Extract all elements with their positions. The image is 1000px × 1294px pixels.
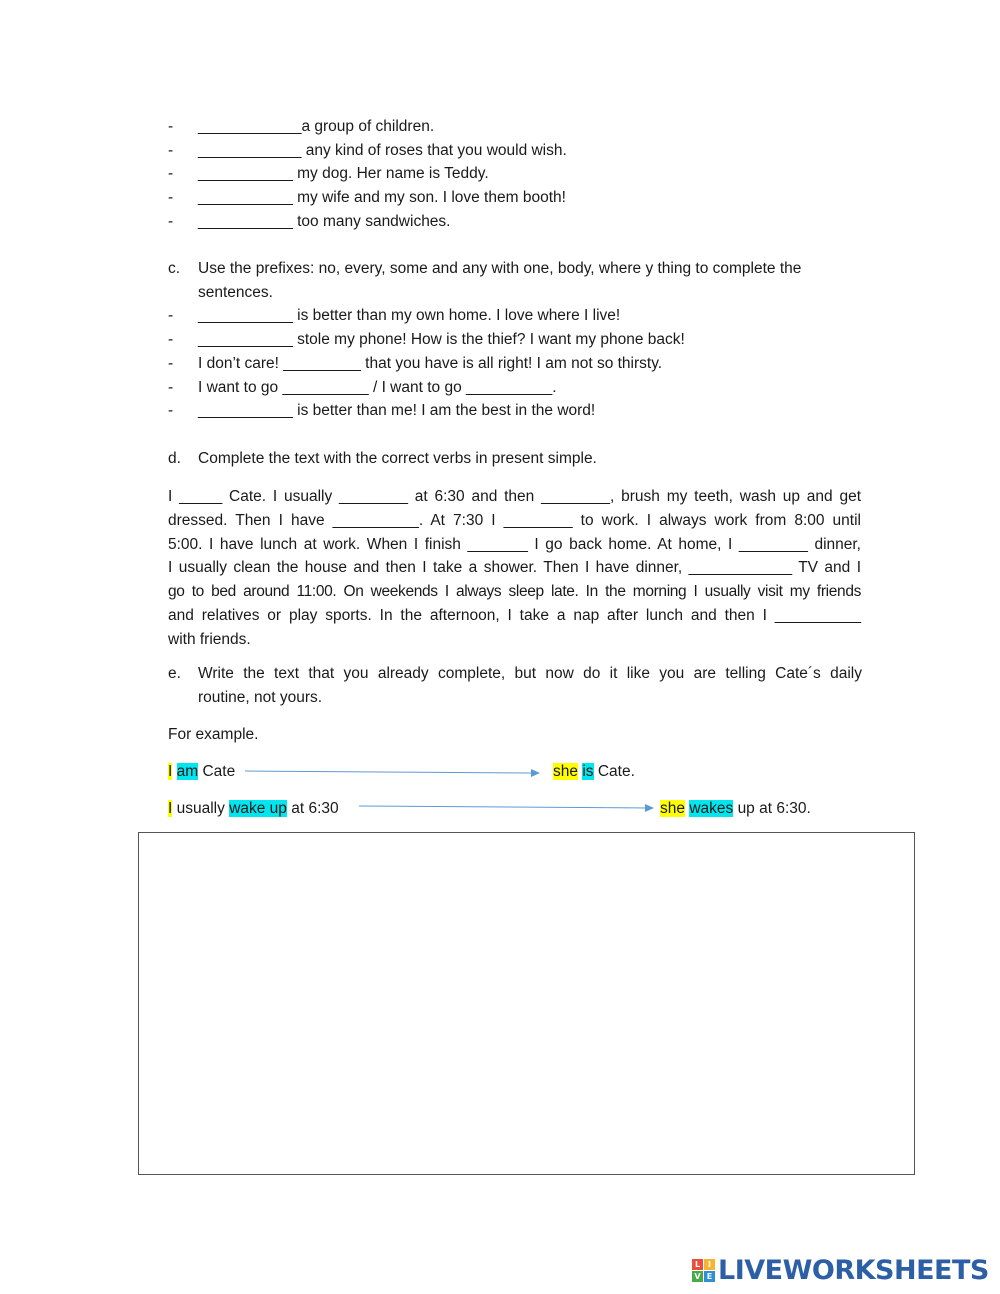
logo-icon-letter: I [704, 1259, 715, 1270]
fill-in-sentence: ___________ too many sandwiches. [198, 213, 451, 230]
example-label: For example. [168, 726, 259, 743]
highlight-word: wakes [689, 800, 734, 817]
dash-bullet: - [168, 355, 174, 372]
example-text: Cate. [597, 763, 635, 780]
section-instruction: Write the text that you already complete, but now do it like you are telling Cate´s daily [198, 665, 862, 682]
dash-bullet: - [168, 331, 174, 348]
example-row-1-right [553, 762, 753, 782]
dash-bullet: - [168, 118, 174, 135]
highlight-word: I [168, 800, 173, 817]
example-text: at 6:30 [291, 800, 339, 817]
highlight-word: wake up [229, 800, 287, 817]
dash-bullet: - [168, 189, 174, 206]
example-text: up at 6:30. [737, 800, 811, 817]
highlight-word: she [660, 800, 685, 817]
fill-in-sentence: ___________ stole my phone! How is the thief? I want my phone back! [198, 331, 685, 348]
fill-in-sentence: ___________ my wife and my son. I love them booth! [198, 189, 566, 206]
dash-bullet: - [168, 213, 174, 230]
fill-in-sentence: I want to go __________ / I want to go __________. [198, 379, 557, 396]
highlight-word: I [168, 763, 173, 780]
dash-bullet: - [168, 379, 174, 396]
fill-in-sentence: ____________ any kind of roses that you would wish. [198, 142, 567, 159]
fill-in-sentence: I don’t care! _________ that you have is all right! I am not so thirsty. [198, 355, 663, 372]
fill-in-sentence: ___________ is better than my own home. I love where I live! [198, 307, 621, 324]
paragraph-line: with friends. [168, 631, 251, 648]
paragraph-line: I usually clean the house and then I take a shower. Then I have dinner, ____________ TV and I [168, 559, 861, 576]
section-instruction: routine, not yours. [198, 689, 323, 706]
highlight-word: am [176, 763, 199, 780]
section-label: e. [168, 665, 181, 682]
logo-icon-letter: V [692, 1271, 703, 1282]
dash-bullet: - [168, 142, 174, 159]
paragraph-line: dressed. Then I have __________. At 7:30 I ________ to work. I always work from 8:00 until [168, 512, 861, 529]
paragraph-line: go to bed around 11:00. On weekends I always sleep late. In the morning I usually visit my friends [168, 583, 861, 600]
paragraph-line: 5:00. I have lunch at work. When I finish _______ I go back home. At home, I ________ dinner, [168, 536, 861, 553]
arrow-right-icon [244, 765, 544, 779]
example-text: Cate [202, 763, 236, 780]
example-row-2-right [660, 799, 860, 819]
highlight-word: she [553, 763, 578, 780]
paragraph-line: I _____ Cate. I usually ________ at 6:30 and then ________, brush my teeth, wash up and get [168, 488, 861, 505]
section-instruction: Use the prefixes: no, every, some and any with one, body, where y thing to complete the [198, 260, 802, 277]
answer-text-box[interactable] [138, 832, 915, 1175]
dash-bullet: - [168, 165, 174, 182]
section-instruction: Complete the text with the correct verbs in present simple. [198, 450, 597, 467]
fill-in-sentence: ___________ is better than me! I am the best in the word! [198, 402, 596, 419]
section-instruction: sentences. [198, 284, 273, 301]
logo-icon-letter: E [704, 1271, 715, 1282]
fill-in-sentence: ____________a group of children. [198, 118, 435, 135]
dash-bullet: - [168, 307, 174, 324]
liveworksheets-logo [692, 1253, 989, 1287]
highlight-word: is [582, 763, 594, 780]
section-label: d. [168, 450, 181, 467]
example-text: usually [176, 800, 225, 817]
logo-icon-letter: L [692, 1259, 703, 1270]
section-label: c. [168, 260, 181, 277]
paragraph-line: and relatives or play sports. In the afternoon, I take a nap after lunch and then I __________ [168, 607, 861, 624]
logo-icon [692, 1259, 715, 1282]
arrow-right-icon [358, 801, 658, 815]
logo-text: LIVEWORKSHEETS [718, 1254, 989, 1286]
dash-bullet: - [168, 402, 174, 419]
fill-in-sentence: ___________ my dog. Her name is Teddy. [198, 165, 489, 182]
